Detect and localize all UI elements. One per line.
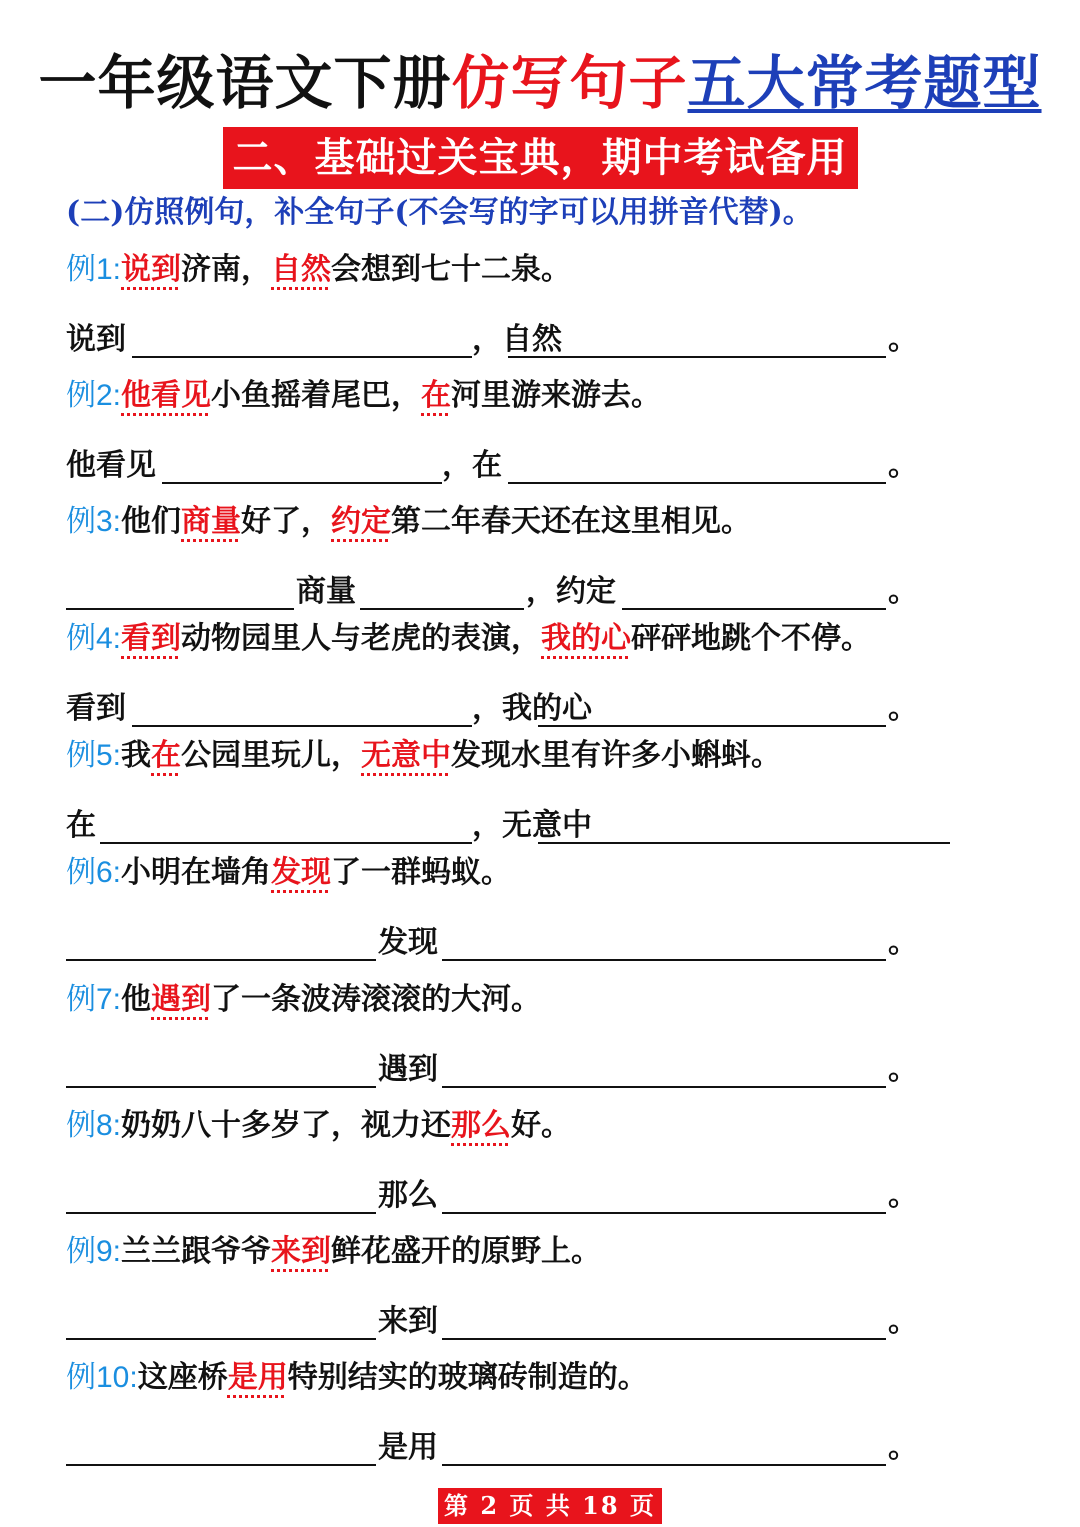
- example-keyword: 发现: [271, 855, 332, 890]
- fill-line-5[interactable]: [66, 804, 966, 848]
- fill-end: 。: [888, 1430, 918, 1465]
- example-keyword: 自然: [271, 252, 332, 287]
- example-keyword: 商量: [181, 504, 242, 539]
- answer-blank[interactable]: [162, 482, 442, 484]
- answer-blank[interactable]: [538, 842, 950, 844]
- example-text: 第二年春天还在这里相见。: [391, 504, 752, 539]
- example-keyword: 那么: [451, 1108, 512, 1143]
- example-keyword: 在: [151, 738, 182, 773]
- answer-blank[interactable]: [66, 1464, 376, 1466]
- example-keyword: 无意中: [361, 738, 452, 773]
- fill-prompt: 商量: [296, 574, 356, 609]
- fill-line-9[interactable]: [66, 1300, 966, 1344]
- fill-end: 。: [888, 691, 918, 726]
- answer-blank[interactable]: [100, 842, 472, 844]
- example-sentence-8: [66, 1104, 571, 1148]
- example-keyword: 遇到: [151, 982, 212, 1017]
- example-label: 例10:: [66, 1361, 138, 1394]
- example-label: 例2:: [66, 379, 122, 412]
- example-keyword: 来到: [271, 1234, 332, 1269]
- example-label: 例1:: [66, 253, 122, 286]
- example-text: 济南，: [181, 252, 272, 287]
- example-label: 例6:: [66, 856, 122, 889]
- answer-blank[interactable]: [442, 1338, 886, 1340]
- fill-prompt: ，约定: [526, 574, 616, 609]
- example-sentence-7: [66, 978, 541, 1022]
- answer-blank[interactable]: [442, 1086, 886, 1088]
- title-types: 五大常考题型: [687, 49, 1042, 117]
- fill-prompt: 说到: [66, 322, 126, 357]
- fill-end: 。: [888, 448, 918, 483]
- example-text: 他们: [121, 504, 182, 539]
- answer-blank[interactable]: [508, 482, 886, 484]
- example-keyword: 看到: [121, 621, 182, 656]
- fill-prompt: 遇到: [378, 1052, 438, 1087]
- answer-blank[interactable]: [508, 356, 886, 358]
- example-text: 河里游来游去。: [451, 378, 662, 413]
- page-title: [0, 48, 1080, 118]
- example-keyword: 在: [421, 378, 452, 413]
- section-instruction: (二)仿照例句，补全句子(不会写的字可以用拼音代替)。: [66, 195, 813, 230]
- example-text: 好了，: [241, 504, 332, 539]
- example-text: 小明在墙角: [121, 855, 272, 890]
- example-sentence-5: [66, 734, 781, 778]
- answer-blank[interactable]: [66, 1338, 376, 1340]
- example-label: 例4:: [66, 622, 122, 655]
- answer-blank[interactable]: [360, 608, 524, 610]
- fill-prompt: 那么: [378, 1178, 438, 1213]
- example-text: 了一群蚂蚁。: [331, 855, 512, 890]
- example-sentence-6: [66, 851, 511, 895]
- example-keyword: 约定: [331, 504, 392, 539]
- example-label: 例5:: [66, 739, 122, 772]
- fill-end: 。: [888, 322, 918, 357]
- title-grade: 一年级语文下册: [38, 49, 452, 117]
- example-text: 好。: [511, 1108, 572, 1143]
- example-keyword: 说到: [121, 252, 182, 287]
- example-text: 砰砰地跳个不停。: [631, 621, 872, 656]
- fill-line-8[interactable]: [66, 1174, 966, 1218]
- example-sentence-9: [66, 1230, 601, 1274]
- answer-blank[interactable]: [622, 608, 886, 610]
- subtitle-banner-wrap: [0, 127, 1080, 189]
- example-text: 兰兰跟爷爷: [121, 1234, 272, 1269]
- fill-line-10[interactable]: [66, 1426, 966, 1470]
- fill-end: 。: [888, 1052, 918, 1087]
- example-text: 小鱼摇着尾巴，: [211, 378, 422, 413]
- example-text: 我: [121, 738, 152, 773]
- example-text: 公园里玩儿，: [181, 738, 362, 773]
- fill-prompt: ，在: [442, 448, 502, 483]
- example-sentence-1: [66, 248, 571, 292]
- example-label: 例8:: [66, 1109, 122, 1142]
- fill-line-1[interactable]: [66, 318, 966, 362]
- example-label: 例9:: [66, 1235, 122, 1268]
- fill-prompt: ，我的心: [472, 691, 592, 726]
- example-keyword: 他看见: [121, 378, 212, 413]
- fill-end: 。: [888, 574, 918, 609]
- example-text: 发现水里有许多小蝌蚪。: [451, 738, 782, 773]
- example-text: 动物园里人与老虎的表演，: [181, 621, 542, 656]
- answer-blank[interactable]: [442, 1212, 886, 1214]
- answer-blank[interactable]: [538, 725, 886, 727]
- fill-prompt: ，无意中: [472, 808, 592, 843]
- answer-blank[interactable]: [66, 1212, 376, 1214]
- fill-end: 。: [888, 1304, 918, 1339]
- example-text: 他: [121, 982, 152, 1017]
- fill-prompt: 在: [66, 808, 96, 843]
- answer-blank[interactable]: [442, 959, 886, 961]
- fill-line-3[interactable]: [66, 570, 966, 614]
- example-sentence-10: [66, 1356, 648, 1400]
- example-keyword: 是用: [227, 1360, 288, 1395]
- answer-blank[interactable]: [132, 356, 472, 358]
- answer-blank[interactable]: [132, 725, 472, 727]
- example-sentence-2: [66, 374, 661, 418]
- fill-prompt: 是用: [378, 1430, 438, 1465]
- example-text: 这座桥: [137, 1360, 228, 1395]
- example-label: 例7:: [66, 983, 122, 1016]
- example-label: 例3:: [66, 505, 122, 538]
- example-text: 奶奶八十多岁了，视力还: [121, 1108, 452, 1143]
- fill-line-2[interactable]: [66, 444, 966, 488]
- fill-prompt: 看到: [66, 691, 126, 726]
- page-number: 第 2 页 共 18 页: [438, 1488, 662, 1524]
- answer-blank[interactable]: [66, 1086, 376, 1088]
- example-keyword: 我的心: [541, 621, 632, 656]
- fill-prompt: 来到: [378, 1304, 438, 1339]
- answer-blank[interactable]: [66, 959, 376, 961]
- example-text: 会想到七十二泉。: [331, 252, 572, 287]
- fill-line-6[interactable]: [66, 921, 966, 965]
- answer-blank[interactable]: [442, 1464, 886, 1466]
- fill-end: 。: [888, 925, 918, 960]
- example-text: 了一条波涛滚滚的大河。: [211, 982, 542, 1017]
- fill-prompt: ，自然: [472, 322, 562, 357]
- fill-line-4[interactable]: [66, 687, 966, 731]
- fill-end: 。: [888, 1178, 918, 1213]
- example-text: 特别结实的玻璃砖制造的。: [287, 1360, 648, 1395]
- subtitle-banner: 二、基础过关宝典，期中考试备用: [223, 127, 858, 189]
- example-sentence-4: [66, 617, 871, 661]
- title-topic: 仿写句子: [451, 49, 688, 117]
- example-sentence-3: [66, 500, 751, 544]
- fill-prompt: 发现: [378, 925, 438, 960]
- answer-blank[interactable]: [66, 608, 294, 610]
- fill-line-7[interactable]: [66, 1048, 966, 1092]
- example-text: 鲜花盛开的原野上。: [331, 1234, 602, 1269]
- fill-prompt: 他看见: [66, 448, 156, 483]
